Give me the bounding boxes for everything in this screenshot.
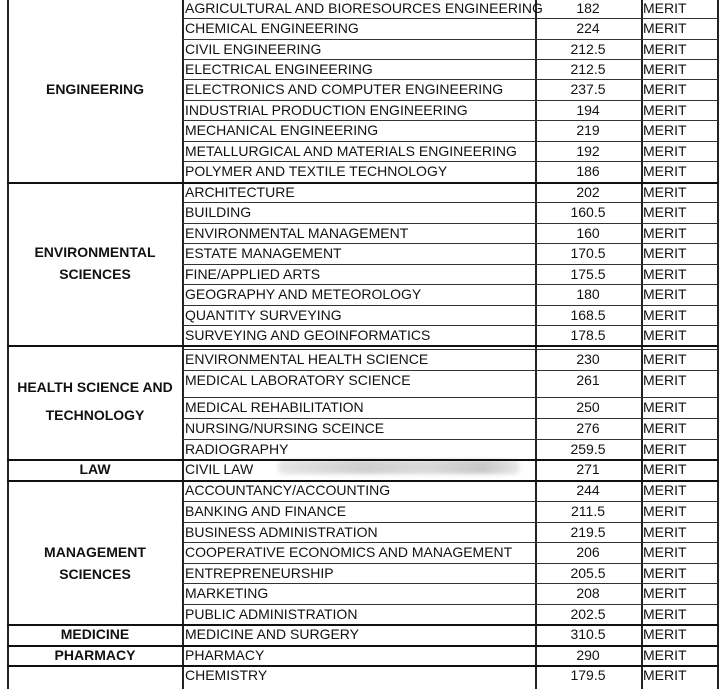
score-cell: 202.5	[570, 606, 606, 622]
course-cell: MEDICAL REHABILITATION	[185, 399, 364, 415]
status-cell: MERIT	[643, 163, 687, 179]
faculty-label	[8, 644, 182, 666]
course-cell: ELECTRICAL ENGINEERING	[185, 61, 373, 77]
status-cell: MERIT	[643, 184, 687, 200]
status-cell: MERIT	[643, 626, 687, 642]
score-cell: 182	[576, 0, 600, 16]
course-cell: ENVIRONMENTAL HEALTH SCIENCE	[185, 351, 429, 367]
score-cell: 206	[576, 544, 600, 560]
score-cell: 175.5	[570, 266, 606, 282]
score-cell: 202	[576, 184, 600, 200]
faculty-label	[8, 376, 182, 426]
course-cell: POLYMER AND TEXTILE TECHNOLOGY	[185, 163, 448, 179]
course-cell: FINE/APPLIED ARTS	[185, 266, 321, 282]
course-cell: MARKETING	[185, 585, 269, 601]
redacted-blur	[278, 460, 520, 474]
course-cell: COOPERATIVE ECONOMICS AND MANAGEMENT	[185, 544, 513, 560]
course-cell: PHARMACY	[185, 647, 265, 663]
score-cell: 261	[576, 372, 600, 388]
score-cell: 170.5	[570, 245, 606, 261]
score-cell: 194	[576, 102, 600, 118]
course-cell: PUBLIC ADMINISTRATION	[185, 606, 358, 622]
course-cell: NURSING/NURSING SCEINCE	[185, 420, 385, 436]
status-cell: MERIT	[643, 286, 687, 302]
status-cell: MERIT	[643, 102, 687, 118]
course-cell: GEOGRAPHY AND METEOROLOGY	[185, 286, 422, 302]
status-cell: MERIT	[643, 461, 687, 477]
status-cell: MERIT	[643, 585, 687, 601]
status-cell: MERIT	[643, 0, 687, 16]
status-cell: MERIT	[643, 372, 687, 388]
status-cell: MERIT	[643, 482, 687, 498]
faculty-label-line: SCIENCES	[59, 266, 131, 282]
status-cell: MERIT	[643, 441, 687, 457]
course-cell: ARCHITECTURE	[185, 184, 295, 200]
course-cell: CHEMICAL ENGINEERING	[185, 20, 359, 36]
score-cell: 244	[576, 482, 600, 498]
status-cell: MERIT	[643, 420, 687, 436]
score-cell: 237.5	[570, 81, 606, 97]
faculty-label-line: MANAGEMENT SCIENCES	[44, 544, 146, 582]
faculty-label-line: HEALTH SCIENCE AND	[17, 379, 173, 395]
course-cell: MEDICINE AND SURGERY	[185, 626, 359, 642]
status-cell: MERIT	[643, 61, 687, 77]
course-cell: AGRICULTURAL AND BIORESOURCES ENGINEERING	[185, 0, 543, 16]
status-cell: MERIT	[643, 143, 687, 159]
status-cell: MERIT	[643, 565, 687, 581]
status-cell: MERIT	[643, 667, 687, 683]
score-cell: 180	[576, 286, 600, 302]
faculty-label	[8, 241, 182, 285]
course-cell: ESTATE MANAGEMENT	[185, 245, 342, 261]
course-cell: CIVIL LAW	[185, 461, 254, 477]
status-cell: MERIT	[643, 503, 687, 519]
status-cell: MERIT	[643, 245, 687, 261]
faculty-label-line: ENVIRONMENTAL	[34, 244, 156, 260]
score-cell: 224	[576, 20, 600, 36]
score-cell: 230	[576, 351, 600, 367]
section-divider	[7, 345, 718, 347]
score-cell: 250	[576, 399, 600, 415]
faculty-label-line: TECHNOLOGY	[45, 407, 145, 423]
score-cell: 186	[576, 163, 600, 179]
course-cell: SURVEYING AND GEOINFORMATICS	[185, 327, 431, 343]
status-cell: MERIT	[643, 307, 687, 323]
course-cell: MECHANICAL ENGINEERING	[185, 122, 379, 138]
course-cell: CIVIL ENGINEERING	[185, 41, 322, 57]
course-cell: BUILDING	[185, 204, 252, 220]
course-cell: ACCOUNTANCY/ACCOUNTING	[185, 482, 391, 498]
course-cell: QUANTITY SURVEYING	[185, 307, 342, 323]
score-cell: 192	[576, 143, 600, 159]
score-cell: 160	[576, 225, 600, 241]
faculty-label-line: PHARMACY	[54, 647, 136, 663]
status-cell: MERIT	[643, 266, 687, 282]
faculty-label-line: ENGINEERING	[45, 81, 144, 97]
score-cell: 259.5	[570, 441, 606, 457]
score-cell: 212.5	[570, 41, 606, 57]
status-cell: MERIT	[643, 41, 687, 57]
score-cell: 219	[576, 122, 600, 138]
score-cell: 212.5	[570, 61, 606, 77]
status-cell: MERIT	[643, 225, 687, 241]
status-cell: MERIT	[643, 327, 687, 343]
status-cell: MERIT	[643, 20, 687, 36]
score-cell: 219.5	[570, 524, 606, 540]
score-cell: 211.5	[571, 503, 605, 519]
status-cell: MERIT	[643, 524, 687, 540]
course-cell: METALLURGICAL AND MATERIALS ENGINEERING	[185, 143, 517, 159]
course-cell: ENTREPRENEURSHIP	[185, 565, 334, 581]
course-cell: BANKING AND FINANCE	[185, 503, 347, 519]
score-cell: 178.5	[570, 327, 606, 343]
score-cell: 205.5	[570, 565, 606, 581]
score-cell: 271	[576, 461, 600, 477]
score-cell: 208	[576, 585, 600, 601]
course-cell: MEDICAL LABORATORY SCIENCE	[185, 372, 411, 388]
course-cell: ELECTRONICS AND COMPUTER ENGINEERING	[185, 81, 504, 97]
faculty-label-line: LAW	[79, 461, 111, 477]
faculty-label	[8, 541, 182, 585]
status-cell: MERIT	[643, 606, 687, 622]
status-cell: MERIT	[643, 351, 687, 367]
course-cell: ENVIRONMENTAL MANAGEMENT	[185, 225, 409, 241]
score-cell: 179.5	[570, 667, 606, 683]
status-cell: MERIT	[643, 204, 687, 220]
faculty-label-line: MEDICINE	[60, 626, 130, 642]
course-cell: RADIOGRAPHY	[185, 441, 289, 457]
status-cell: MERIT	[643, 81, 687, 97]
course-cell: INDUSTRIAL PRODUCTION ENGINEERING	[185, 102, 468, 118]
status-cell: MERIT	[643, 399, 687, 415]
faculty-label	[8, 623, 182, 645]
course-cell: CHEMISTRY	[185, 667, 268, 683]
score-cell: 168.5	[570, 307, 606, 323]
score-cell: 276	[576, 420, 600, 436]
status-cell: MERIT	[643, 544, 687, 560]
status-cell: MERIT	[643, 647, 687, 663]
score-cell: 310.5	[570, 626, 606, 642]
faculty-label	[8, 458, 182, 480]
score-cell: 160.5	[570, 204, 606, 220]
status-cell: MERIT	[643, 122, 687, 138]
course-cell: BUSINESS ADMINISTRATION	[185, 524, 378, 540]
score-cell: 290	[576, 647, 600, 663]
faculty-label	[8, 78, 182, 100]
